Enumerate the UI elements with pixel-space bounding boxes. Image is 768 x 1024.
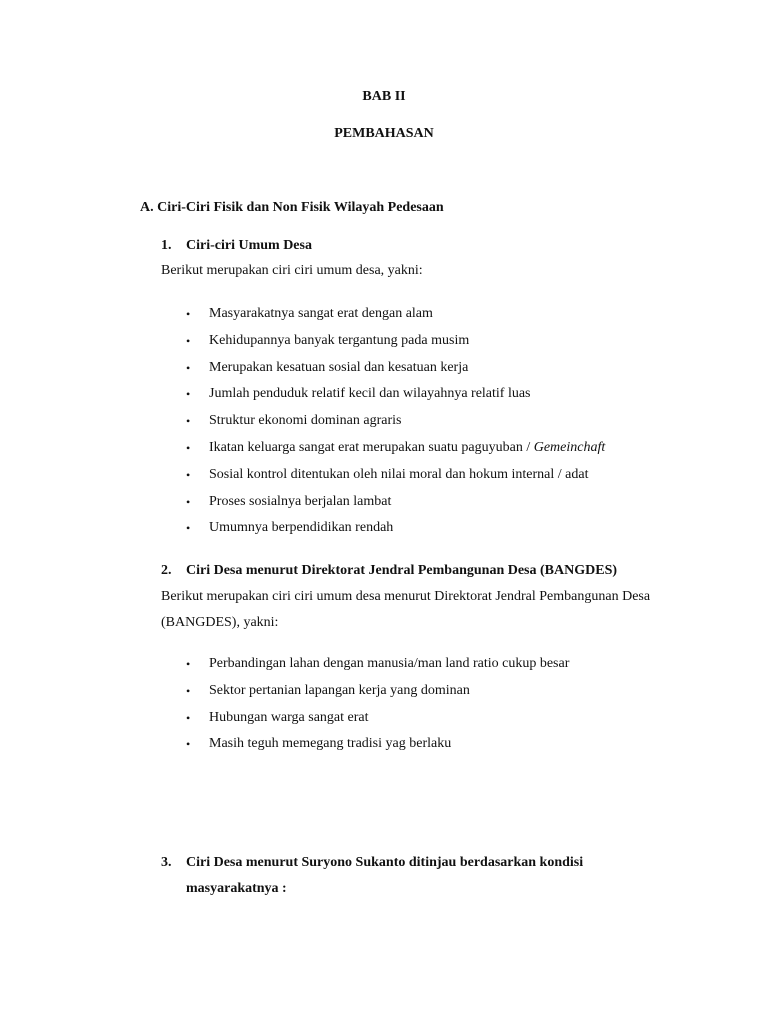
list-item <box>186 519 686 537</box>
chapter-number: BAB II <box>362 89 406 104</box>
bullet-icon: • <box>186 387 191 402</box>
bullet-icon: • <box>186 414 191 429</box>
list-item <box>186 735 686 753</box>
subsection-2-number: 2. <box>161 563 172 578</box>
list-item-text: Ikatan keluarga sangat erat merupakan suatu paguyuban / <box>209 439 534 455</box>
subsection-2-title: Ciri Desa menurut Direktorat Jendral Pembangunan Desa (BANGDES) <box>186 563 618 578</box>
bullet-icon: • <box>186 360 191 375</box>
bullet-icon: • <box>186 307 191 321</box>
bullet-icon: • <box>186 440 191 455</box>
list-item-text: Sektor pertanian lapangan kerja yang dominan <box>209 682 470 698</box>
subsection-3-title: Ciri Desa menurut Suryono Sukanto ditinjau berdasarkan kondisi masyarakatnya : <box>186 855 584 896</box>
bullet-icon: • <box>186 657 191 671</box>
bullet-icon: • <box>186 494 191 509</box>
list-item <box>186 439 686 457</box>
list-item <box>186 682 686 700</box>
subsection-1-list <box>186 305 686 546</box>
list-item <box>186 709 686 727</box>
list-item <box>186 466 686 484</box>
subsection-1-intro: Berikut merupakan ciri ciri umum desa, yakni: <box>161 263 423 278</box>
bullet-icon: • <box>186 710 191 725</box>
subsection-1-title: Ciri-ciri Umum Desa <box>186 238 312 253</box>
bullet-icon: • <box>186 333 191 348</box>
list-item <box>186 493 686 511</box>
bullet-icon: • <box>186 467 191 482</box>
list-item-text: Kehidupannya banyak tergantung pada musim <box>209 332 470 348</box>
list-item-italic-term: Gemeinchaft <box>533 439 606 455</box>
list-item <box>186 359 686 377</box>
list-item-text: Jumlah penduduk relatif kecil dan wilayahnya relatif luas <box>209 386 531 402</box>
list-item-text: Proses sosialnya berjalan lambat <box>209 493 392 509</box>
chapter-title: PEMBAHASAN <box>334 126 434 141</box>
list-item <box>186 655 686 673</box>
subsection-3-number: 3. <box>161 855 172 870</box>
list-item-text: Struktur ekonomi dominan agraris <box>209 413 402 429</box>
bullet-icon: • <box>186 737 191 752</box>
list-item-text: Sosial kontrol ditentukan oleh nilai moral dan hokum internal / adat <box>209 466 589 482</box>
bullet-icon: • <box>186 521 191 536</box>
list-item <box>186 385 686 403</box>
subsection-1-number: 1. <box>161 238 172 253</box>
list-item <box>186 412 686 430</box>
subsection-1-heading <box>161 233 681 259</box>
list-item-text: Merupakan kesatuan sosial dan kesatuan kerja <box>209 359 469 375</box>
list-item <box>186 332 686 350</box>
subsection-2-intro: Berikut merupakan ciri ciri umum desa menurut Direktorat Jendral Pembangunan Desa (BANGDES), yakni: <box>161 589 651 630</box>
section-a-heading: A. Ciri-Ciri Fisik dan Non Fisik Wilayah Pedesaan <box>140 200 444 215</box>
subsection-2-list <box>186 655 686 762</box>
list-item-text: Umumnya berpendidikan rendah <box>209 520 394 536</box>
list-item-text: Masih teguh memegang tradisi yag berlaku <box>209 736 452 752</box>
list-item <box>186 305 686 323</box>
subsection-3-heading <box>161 850 631 902</box>
list-item-text: Hubungan warga sangat erat <box>209 709 369 725</box>
list-item-text: Masyarakatnya sangat erat dengan alam <box>209 306 433 321</box>
bullet-icon: • <box>186 683 191 698</box>
list-item-text: Perbandingan lahan dengan manusia/man land ratio cukup besar <box>209 656 570 671</box>
subsection-2-heading <box>161 558 681 584</box>
